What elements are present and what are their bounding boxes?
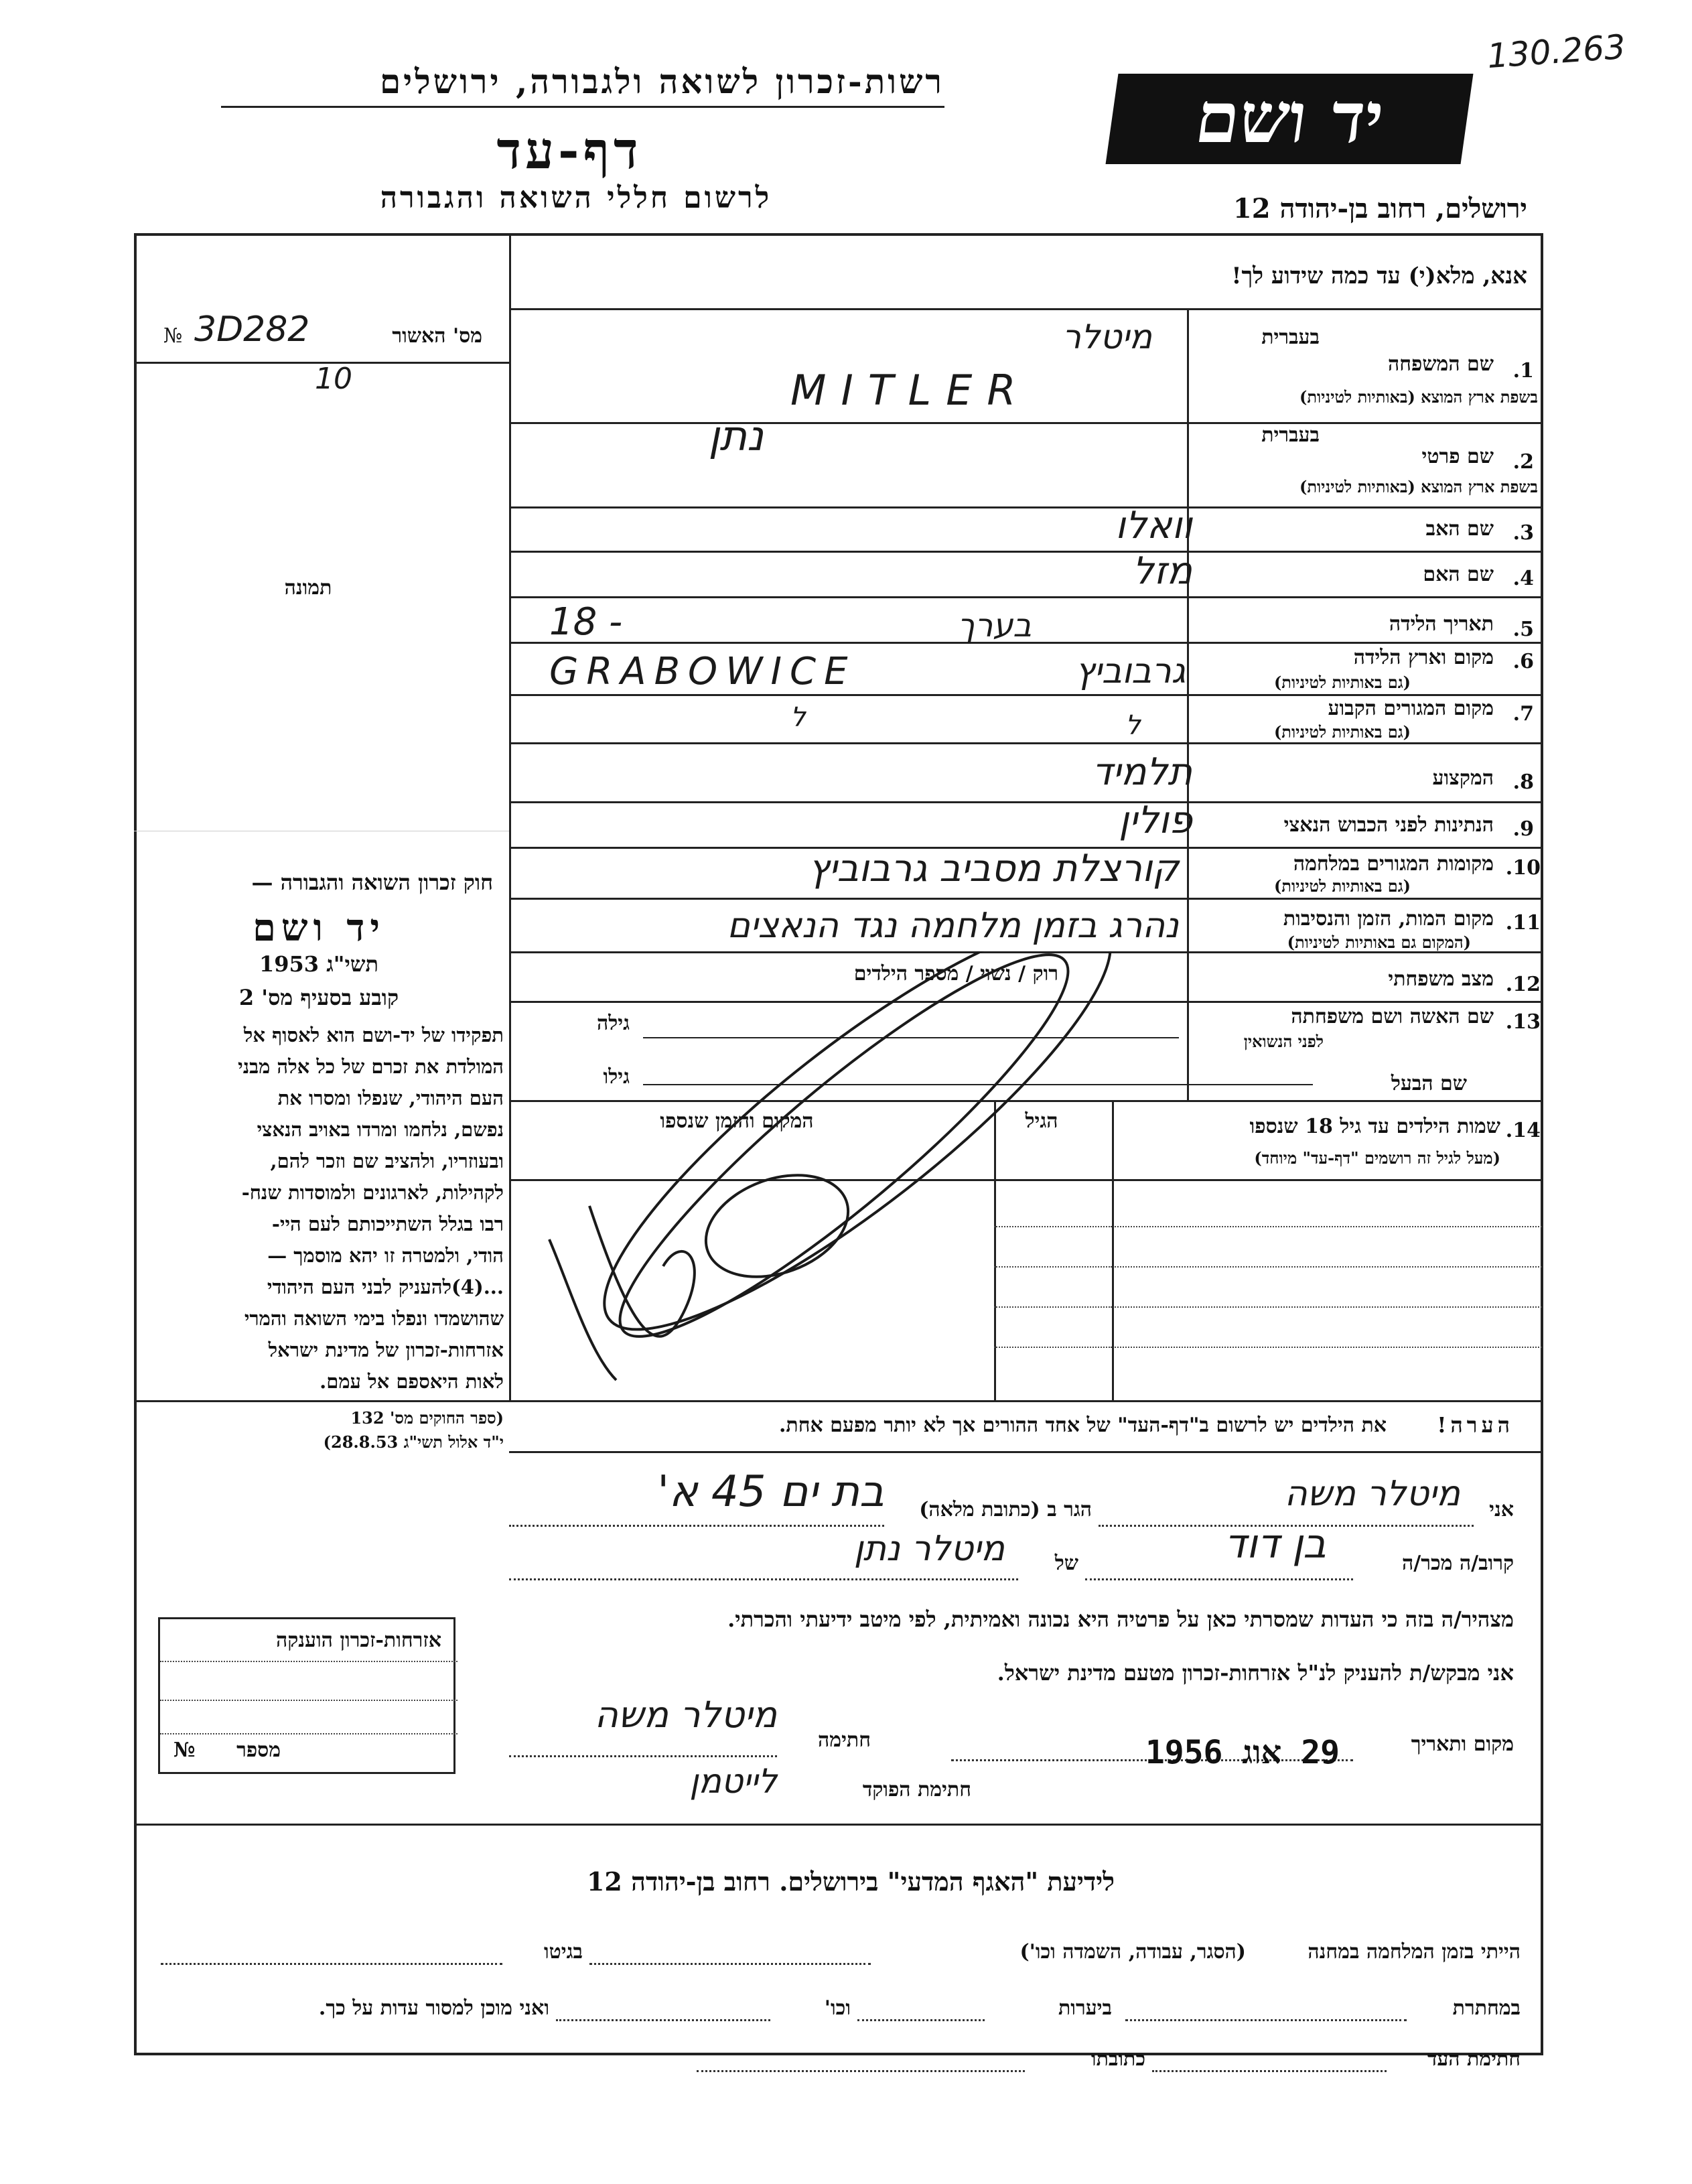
info-line3-dots bbox=[1152, 2070, 1387, 2072]
field-7-value-1: ל bbox=[790, 702, 806, 733]
field-2-label: שם פרטי bbox=[1421, 445, 1494, 468]
field-14-label: שמות הילדים עד גיל 18 שנספו bbox=[1249, 1115, 1500, 1138]
field-7-label: מקום המגורים הקבוע bbox=[1328, 697, 1494, 720]
field-6-sub: (גם באותיות לטיניות) bbox=[1273, 673, 1411, 692]
law-heading: חוק זכרון השואה והגבורה — bbox=[251, 870, 493, 895]
field-1-label: שם המשפחה bbox=[1387, 352, 1494, 376]
field-9-number: 9. bbox=[1512, 817, 1534, 841]
signature-label: חתימה bbox=[818, 1728, 871, 1752]
note-rule-bottom bbox=[509, 1451, 1543, 1453]
field-11-label: מקום המות, הזמן והנסיבות bbox=[1283, 907, 1494, 931]
certificate-number-label: מספר bbox=[236, 1738, 281, 1762]
scribble-loop bbox=[560, 951, 1155, 1383]
form-title: דף-עד bbox=[496, 121, 642, 180]
field-6-number: 6. bbox=[1512, 650, 1534, 673]
field-13-husband-age-label: גילו bbox=[603, 1065, 630, 1089]
field-1-lang: בעברית bbox=[1261, 326, 1320, 349]
deceased-name: מיטלר נתן bbox=[853, 1529, 1005, 1569]
law-year: תשי"ג 1953 bbox=[259, 951, 378, 977]
field-7-value-2: ל bbox=[1125, 710, 1141, 741]
field-3-value: וואלו bbox=[1115, 504, 1192, 547]
law-body-line: ...(4)להעניק לבני העם היהודי bbox=[267, 1276, 504, 1298]
deceased-line bbox=[509, 1578, 1018, 1580]
field-2-sub: בשפת ארץ המוצא (באותיות לטיניות) bbox=[1299, 477, 1538, 496]
info-line1-a: הייתי בזמן המלחמה במחנה bbox=[1308, 1940, 1521, 1964]
field-14-age-header: הגיל bbox=[1025, 1109, 1058, 1133]
address-line: ירושלים, רחוב בן-יהודה 12 bbox=[1232, 193, 1527, 224]
law-body-line: שהושמדו ונפלו בימי השואה והמרי bbox=[244, 1307, 504, 1330]
approval-number-sign: № bbox=[163, 324, 183, 348]
field-6-value-latin: GRABOWICE bbox=[549, 650, 856, 693]
note-rule-top bbox=[509, 1400, 1543, 1402]
header-rule bbox=[221, 106, 944, 108]
field-14-sub: (מעל לגיל זה רושמים "דף-עד" מיוחד) bbox=[1254, 1148, 1500, 1168]
officer-label: חתימת הפוקד bbox=[862, 1778, 971, 1801]
info-line3-dots-2 bbox=[697, 2070, 1025, 2072]
law-body-line: נפשם, נלחמו ומרדו באויב הנאצי bbox=[257, 1118, 504, 1141]
field-7-sub: (גם באותיות לטיניות) bbox=[1273, 722, 1411, 742]
info-line1-dots-2 bbox=[161, 1963, 502, 1965]
law-body-line: לאות היאספם אל עמם. bbox=[320, 1370, 504, 1393]
cancellation-scribble bbox=[509, 951, 1232, 1407]
law-body-line: אזרחות-זכרון של מדינת ישראל bbox=[268, 1339, 504, 1361]
field-3-label: שם האב bbox=[1425, 517, 1494, 541]
witness-signature: מיטלר משה bbox=[594, 1694, 777, 1736]
field-1-sub: בשפת ארץ המוצא (באותיות לטיניות) bbox=[1299, 387, 1538, 407]
field-7-number: 7. bbox=[1512, 702, 1534, 726]
field-12-label: מצב משפחתי bbox=[1388, 967, 1494, 991]
witness-address: בת ים 45 א' bbox=[657, 1467, 884, 1517]
field-5-label: תאריך הלידה bbox=[1389, 612, 1494, 636]
law-source-2: י"ד אלול תשי"ג 28.8.53) bbox=[323, 1432, 504, 1452]
field-5-value-year: 18 - bbox=[549, 600, 623, 644]
field-10-number: 10. bbox=[1505, 856, 1541, 880]
field-12-options: רוק / נשוי / מספר הילדים bbox=[853, 962, 1058, 985]
field-13-husband-label: שם הבעל bbox=[1391, 1072, 1467, 1095]
law-body-line: תפקידו של יד-ושם הוא לאסוף אל bbox=[243, 1024, 504, 1046]
declaration-i-label: אני bbox=[1489, 1498, 1514, 1521]
field-rule bbox=[510, 742, 1542, 744]
field-11-sub: (המקום גם באותיות לטיניות) bbox=[1287, 933, 1471, 952]
field-1-value: מיטלר bbox=[1062, 318, 1152, 356]
photo-label: תמונה bbox=[284, 576, 332, 600]
field-rule bbox=[510, 898, 1542, 900]
field-1-number: 1. bbox=[1512, 359, 1534, 383]
info-line1-c: בגיטו bbox=[543, 1940, 583, 1964]
of-label: של bbox=[1054, 1552, 1078, 1575]
law-clause: קובע בסעיף מס' 2 bbox=[238, 985, 399, 1010]
field-8-value: תלמיד bbox=[1092, 750, 1192, 794]
field-11-number: 11. bbox=[1505, 911, 1541, 935]
note-label: הערה! bbox=[1437, 1412, 1514, 1438]
note-text: את הילדים יש לרשום ב"דף-העד" של אחד ההורים אך לא יותר מפעם אחת. bbox=[778, 1414, 1387, 1437]
field-4-number: 4. bbox=[1512, 567, 1534, 590]
field-3-number: 3. bbox=[1512, 521, 1534, 545]
field-9-label: הנתינות לפני הכבוש הנאצי bbox=[1283, 813, 1494, 837]
yad-vashem-logo bbox=[1106, 74, 1474, 164]
field-12-number: 12. bbox=[1505, 973, 1541, 996]
info-line1-dots bbox=[589, 1963, 871, 1965]
field-13-number: 13. bbox=[1505, 1010, 1541, 1034]
scribble-loop bbox=[692, 1157, 863, 1296]
field-8-number: 8. bbox=[1512, 770, 1534, 794]
field-4-label: שם האם bbox=[1423, 563, 1494, 586]
field-2-lang: בעברית bbox=[1261, 423, 1320, 447]
reference-number: 130.263 bbox=[1486, 27, 1627, 76]
approval-value-2: 10 bbox=[315, 362, 352, 396]
signature-line bbox=[509, 1755, 777, 1757]
approval-rule bbox=[134, 362, 509, 364]
instruction-text: אנא, מלא(י) עד כמה שידוע לך! bbox=[1231, 263, 1527, 289]
field-2-number: 2. bbox=[1512, 450, 1534, 474]
certificate-rule bbox=[160, 1661, 457, 1662]
certificate-rule bbox=[160, 1733, 457, 1734]
info-line3-a: חתימת העד bbox=[1427, 2047, 1521, 2071]
field-6-value: גרבוביץ bbox=[1075, 651, 1186, 691]
field-9-value: פולין bbox=[1119, 799, 1192, 842]
field-13-label: שם האשה ושם משפחתה bbox=[1291, 1005, 1494, 1028]
info-line1-b: (הסגר, עבודה, השמדה וכו') bbox=[1019, 1940, 1246, 1964]
certificate-box bbox=[158, 1617, 455, 1774]
relation-line bbox=[1085, 1578, 1353, 1580]
witness-name: מיטלר משה bbox=[1284, 1474, 1460, 1514]
relative-label: קרוב/ה מכר/ה bbox=[1402, 1552, 1514, 1575]
field-rule bbox=[510, 596, 1542, 598]
info-section-rule bbox=[134, 1824, 1543, 1826]
field-1-value-latin: MITLER bbox=[790, 366, 1031, 415]
field-4-value: מזל bbox=[1132, 549, 1192, 593]
field-5-number: 5. bbox=[1512, 618, 1534, 641]
field-13-wife-age-label: גילה bbox=[596, 1012, 630, 1035]
law-body-line: לקהילות, לארגונים ולמוסדות שנח- bbox=[241, 1181, 504, 1204]
field-5-value: בערך bbox=[957, 607, 1032, 644]
declaration-statement: מצהיר/ה בזה כי העדות שמסרתי כאן על פרטיה היא נכונה ואמיתית, לפי מיטב ידיעתי והכרתי. bbox=[727, 1607, 1514, 1632]
law-body-line: הודי, ולמטרה זו יהא מוסמך — bbox=[267, 1244, 504, 1267]
field-rule bbox=[510, 694, 1542, 696]
approval-label: מס' האשור bbox=[392, 324, 482, 348]
info-line2-dots-2 bbox=[857, 2019, 985, 2021]
logo-text: יד ושם bbox=[1190, 76, 1389, 159]
law-body-line: המולדת את זכרם של כל אלה מבני bbox=[238, 1055, 504, 1078]
field-10-value: קורצלת מסביב גרבוביץ bbox=[808, 847, 1179, 890]
info-line2-a: במחתרת bbox=[1452, 1996, 1521, 2020]
info-line2-b: ביערות bbox=[1058, 1996, 1112, 2020]
place-date-label: מקום ותאריך bbox=[1411, 1732, 1514, 1756]
field-2-value: נתן bbox=[708, 411, 764, 460]
instruction-rule bbox=[510, 308, 1542, 310]
form-subtitle: לרשום חללי השואה והגבורה bbox=[380, 181, 772, 215]
law-name: יד ושם bbox=[252, 906, 386, 950]
field-6-label: מקום וארץ הלידה bbox=[1353, 646, 1494, 669]
field-14-number: 14. bbox=[1505, 1119, 1541, 1142]
law-source-1: (ספר החוקים מס' 132 bbox=[350, 1408, 504, 1428]
info-line2-c: וכו' bbox=[824, 1996, 851, 2020]
law-body-line: רבו בגלל השתייכותם לעם היי- bbox=[271, 1213, 504, 1235]
date-stamp: 29 אוג 1956 bbox=[1145, 1734, 1340, 1771]
declaration-request: אני מבקש/ת להעניק לנ"ל אזרחות-זכרון מטעם מדינת ישראל. bbox=[997, 1660, 1514, 1686]
law-body-line: העם היהודי, שנפלו ומסרו את bbox=[277, 1087, 504, 1109]
info-heading: לידיעת "האגף המדעי" בירושלים. רחוב בן-יהודה 12 bbox=[586, 1866, 1115, 1897]
field-10-sub: (גם באותיות לטיניות) bbox=[1273, 876, 1411, 896]
info-line3-b: כתובתו bbox=[1090, 2047, 1145, 2071]
info-line2-dots bbox=[1125, 2019, 1407, 2021]
field-10-label: מקומות המגורים במלחמה bbox=[1293, 852, 1494, 876]
field-13-sub: לפני הנשואין bbox=[1243, 1032, 1324, 1051]
law-body-line: ובעוזריו, ולהציב שם וזכר להם, bbox=[270, 1150, 504, 1172]
authority-name: רשות-זכרון לשואה ולגבורה, ירושלים bbox=[379, 62, 944, 101]
info-line2-dots-3 bbox=[556, 2019, 770, 2021]
scribble-loop bbox=[585, 951, 1104, 1377]
resides-label: הגר ב (כתובת מלאה) bbox=[919, 1498, 1092, 1521]
info-line2-d: ואני מוכן למסור עדות על כך. bbox=[318, 1996, 549, 2020]
certificate-title: אזרחות-זכרון הוענקה bbox=[275, 1629, 441, 1652]
field-14-place-header: המקום והזמן שנספו bbox=[660, 1109, 814, 1133]
relation-value: בן דוד bbox=[1224, 1521, 1326, 1568]
certificate-rule bbox=[160, 1700, 457, 1701]
field-11-value: נהרג בזמן מלחמה נגד הנאצים bbox=[727, 906, 1179, 946]
officer-signature: לייטמן bbox=[689, 1762, 777, 1801]
approval-value: 3D282 bbox=[194, 310, 310, 350]
address-line bbox=[509, 1525, 884, 1527]
certificate-number-sign: № bbox=[173, 1738, 196, 1762]
field-8-label: המקצוע bbox=[1432, 766, 1494, 790]
